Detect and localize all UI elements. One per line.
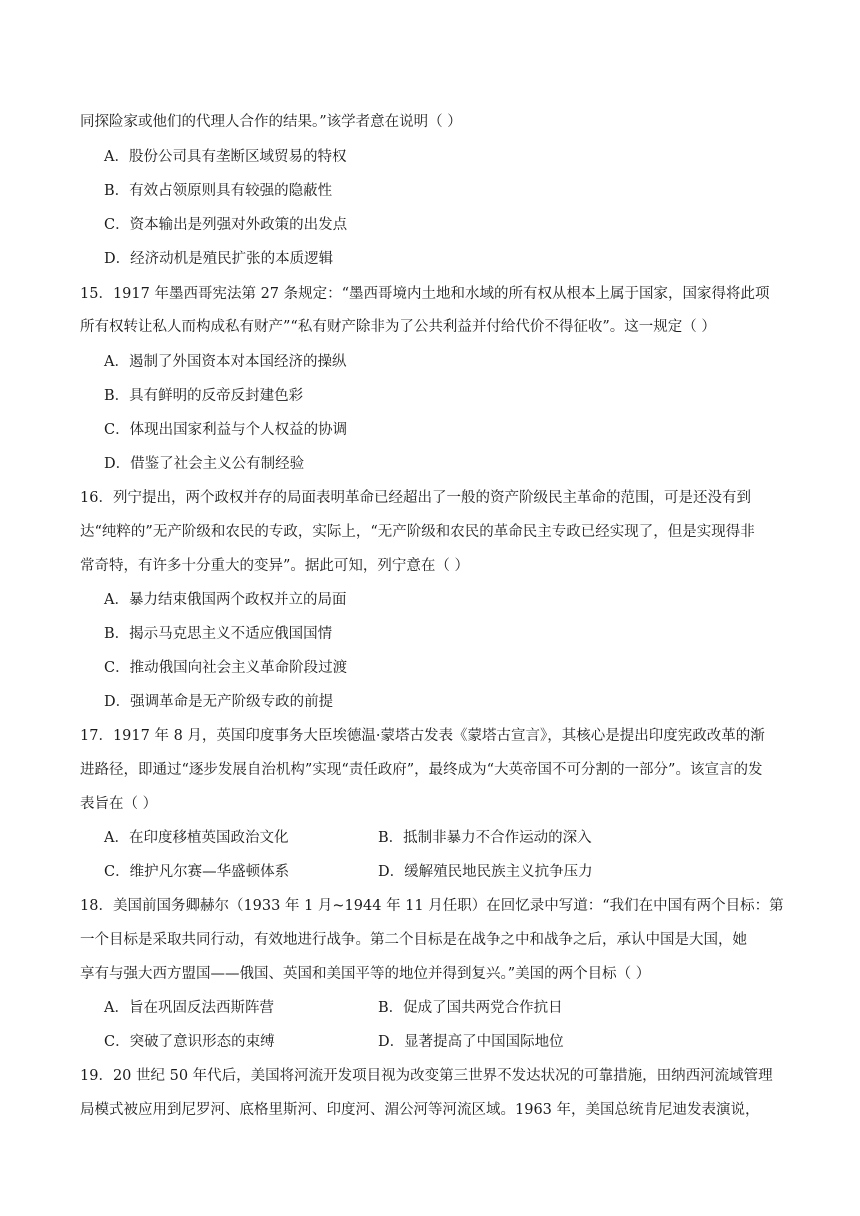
q17-option-b: B．抵制非暴力不合作运动的深入 — [378, 830, 592, 846]
q16-stem-line2: 达“纯粹的”无产阶级和农民的专政，实际上，“无产阶级和农民的革命民主专政已经实现了，但是实现得非 — [80, 524, 755, 540]
q15-stem-line1: 15．1917 年墨西哥宪法第 27 条规定：“墨西哥境内土地和水域的所有权从根本上属于国家，国家得将此项 — [80, 286, 770, 302]
q18-stem-line2: 一个目标是采取共同行动，有效地进行战争。第二个目标是在战争之中和战争之后，承认中国是大国，她 — [80, 932, 747, 948]
q17-stem-line1: 17．1917 年 8 月，英国印度事务大臣埃德温·蒙塔古发表《蒙塔古宣言》，其核心是提出印度宪政改革的渐 — [80, 728, 765, 744]
q14-stem-tail: 同探险家或他们的代理人合作的结果。”该学者意在说明（ ） — [80, 114, 462, 130]
q16-option-d: D．强调革命是无产阶级专政的前提 — [104, 694, 334, 710]
q19-stem-line1: 19．20 世纪 50 年代后，美国将河流开发项目视为改变第三世界不发达状况的可靠措施，田纳西河流域管理 — [80, 1068, 773, 1084]
q14-option-d: D．经济动机是殖民扩张的本质逻辑 — [104, 251, 334, 267]
q15-option-c: C．体现出国家利益与个人权益的协调 — [104, 422, 348, 438]
q14-option-a: A．股份公司具有垄断区域贸易的特权 — [104, 149, 347, 165]
q16-stem-line3: 常奇特，有许多十分重大的变异”。据此可知，列宁意在（ ） — [80, 558, 470, 574]
q15-option-b: B．具有鲜明的反帝反封建色彩 — [104, 388, 304, 404]
q18-option-c: C．突破了意识形态的束缚 — [104, 1034, 275, 1050]
q17-option-d: D．缓解殖民地民族主义抗争压力 — [378, 864, 593, 880]
q18-option-b: B．促成了国共两党合作抗日 — [378, 1000, 563, 1016]
q19-stem-line2: 局模式被应用到尼罗河、底格里斯河、印度河、湄公河等河流区域。1963 年，美国总统肯尼迪发表演说， — [80, 1102, 760, 1118]
q16-option-a: A．暴力结束俄国两个政权并立的局面 — [104, 592, 347, 608]
q17-option-c: C．维护凡尔赛—华盛顿体系 — [104, 864, 290, 880]
q17-stem-line2: 进路径，即通过“逐步发展自治机构”实现“责任政府”，最终成为“大英帝国不可分割的一部分”。该宣言的发 — [80, 762, 763, 778]
q14-option-b: B．有效占领原则具有较强的隐蔽性 — [104, 183, 333, 199]
q16-option-c: C．推动俄国向社会主义革命阶段过渡 — [104, 660, 348, 676]
q17-option-a: A．在印度移植英国政治文化 — [104, 830, 289, 846]
q15-option-d: D．借鉴了社会主义公有制经验 — [104, 456, 305, 472]
q16-stem-line1: 16．列宁提出，两个政权并存的局面表明革命已经超出了一般的资产阶级民主革命的范围，可是还没有到 — [80, 490, 751, 506]
q14-option-c: C．资本输出是列强对外政策的出发点 — [104, 217, 348, 233]
q15-stem-line2: 所有权转让私人而构成私有财产”“私有财产除非为了公共利益并付给代价不得征收”。这一规定（ ） — [80, 319, 716, 335]
q18-stem-line3: 享有与强大西方盟国——俄国、英国和美国平等的地位并得到复兴。”美国的两个目标（ ） — [80, 966, 651, 982]
q17-stem-line3: 表旨在（ ） — [80, 796, 158, 812]
q18-stem-line1: 18．美国前国务卿赫尔（1933 年 1 月~1944 年 11 月任职）在回忆录中写道：“我们在中国有两个目标：第 — [80, 898, 784, 914]
q15-option-a: A．遏制了外国资本对本国经济的操纵 — [104, 354, 347, 370]
q18-option-d: D．显著提高了中国国际地位 — [378, 1034, 564, 1050]
q16-option-b: B．揭示马克思主义不适应俄国国情 — [104, 626, 333, 642]
q18-option-a: A．旨在巩固反法西斯阵营 — [104, 1000, 274, 1016]
